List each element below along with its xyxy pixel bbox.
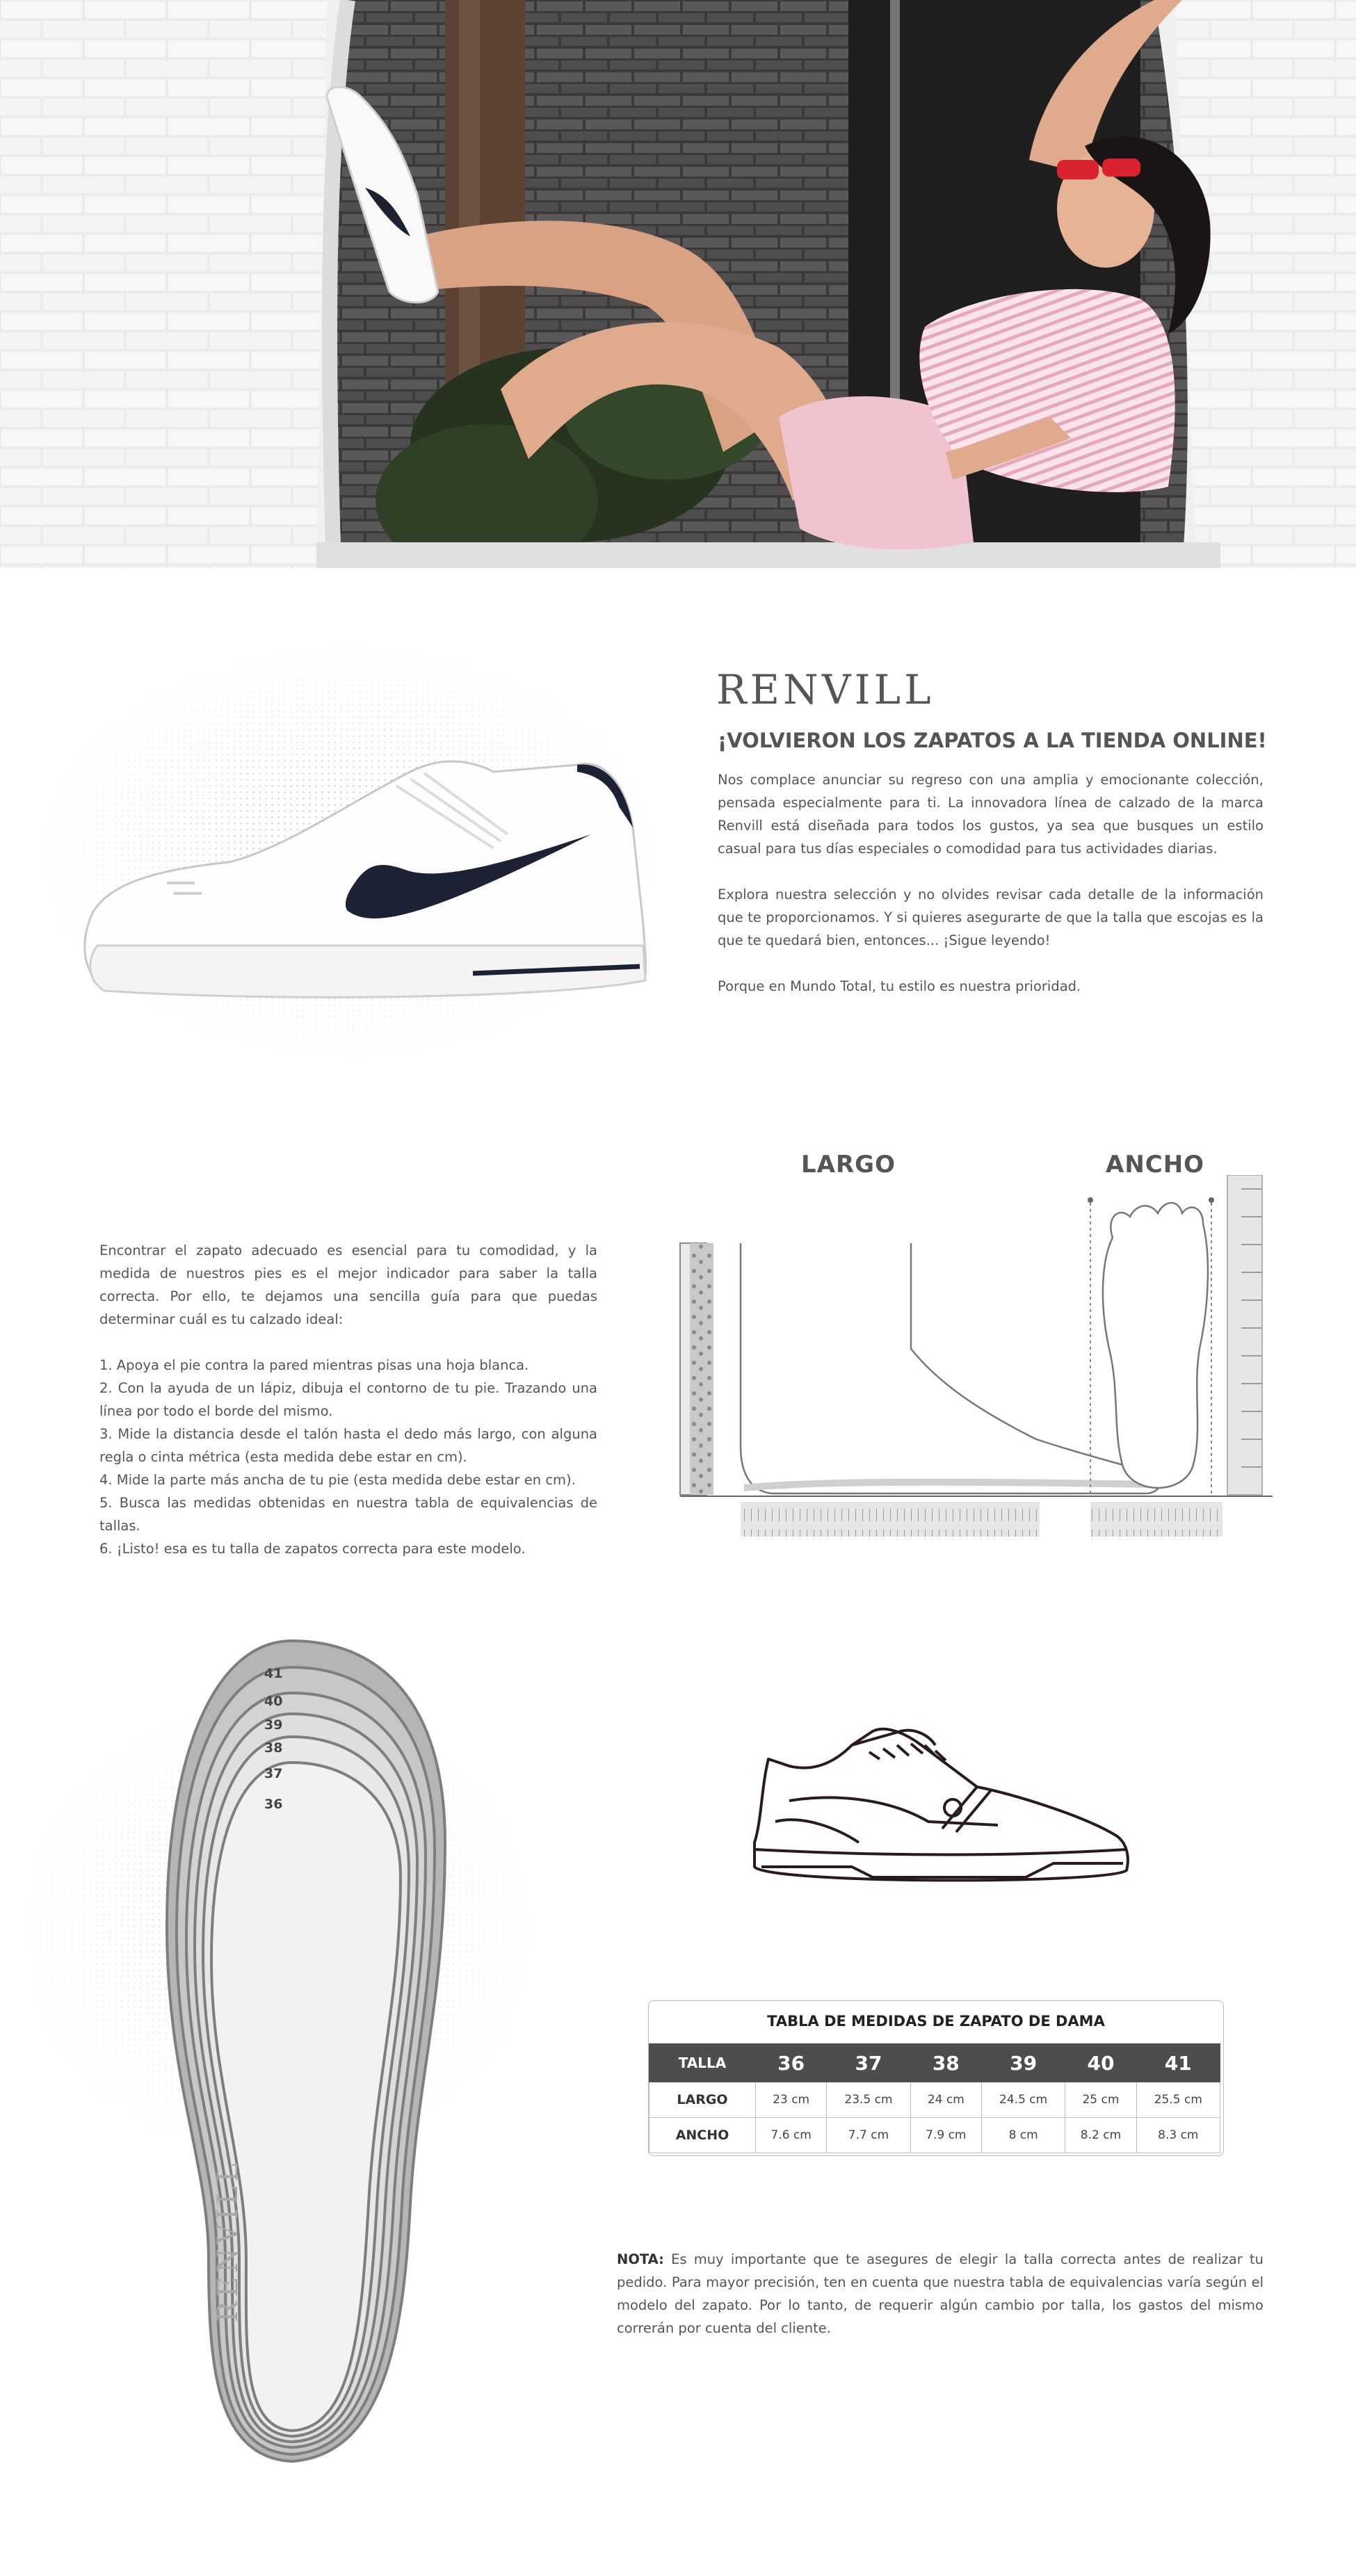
insole-size-label: 37: [264, 1766, 283, 1781]
guide-step: 4. Mide la parte más ancha de tu pie (esta medida debe estar en cm).: [99, 1472, 576, 1488]
table-cell: 23 cm: [756, 2082, 827, 2118]
insole-size-label: 36: [264, 1797, 283, 1812]
size-header-cell: 39: [981, 2044, 1065, 2082]
table-row: [649, 2082, 1220, 2118]
foot-measure-diagram: [675, 1175, 1273, 1550]
intro-text: [718, 768, 1264, 1021]
intro-paragraph: Porque en Mundo Total, tu estilo es nuestra prioridad.: [718, 978, 1081, 994]
row-label: ANCHO: [649, 2118, 756, 2153]
largo-label: LARGO: [801, 1151, 896, 1178]
size-table-card: [648, 2000, 1224, 2156]
size-header-cell: 41: [1136, 2044, 1220, 2082]
row-label: LARGO: [649, 2082, 756, 2118]
table-cell: 8.3 cm: [1136, 2118, 1220, 2153]
guide-step: 5. Busca las medidas obtenidas en nuestra tabla de equivalencias de tallas.: [99, 1495, 597, 1534]
insole-brand-mark: RENVILL: [212, 2159, 244, 2322]
insole-size-label: 41: [264, 1666, 283, 1681]
size-table: [649, 2043, 1220, 2153]
table-cell: 23.5 cm: [827, 2082, 910, 2118]
insole-size-label: 39: [264, 1717, 283, 1733]
guide-step: 2. Con la ayuda de un lápiz, dibuja el contorno de tu pie. Trazando una línea por todo el borde del mismo.: [99, 1380, 597, 1419]
sneaker-product-image: [76, 744, 647, 1015]
brand-logo: RENVILL: [716, 666, 935, 713]
talla-header: TALLA: [649, 2044, 756, 2082]
guide-intro: Encontrar el zapato adecuado es esencial para tu comodidad, y la medida de nuestros pies es el mejor indicador para saber la talla correcta. Por ello, te dejamos una sencilla guía para que puedas determinar cuál es tu calzado ideal:: [99, 1242, 597, 1327]
ancho-label: ANCHO: [1106, 1151, 1205, 1178]
guide-step: 3. Mide la distancia desde el talón hasta el dedo más largo, con alguna regla o cinta métrica (esta medida debe estar en cm).: [99, 1426, 597, 1465]
table-row: [649, 2118, 1220, 2153]
guide-step: 6. ¡Listo! esa es tu talla de zapatos correcta para este modelo.: [99, 1541, 526, 1557]
table-cell: 8 cm: [981, 2118, 1065, 2153]
note-body: Es muy importante que te asegures de elegir la talla correcta antes de realizar tu pedido. Para mayor precisión, ten en cuenta que nuestra tabla de equivalencias varía según el modelo del zapato. Por lo tanto, de requerir algún cambio por talla, los gastos del mismo correrán por cuenta del cliente.: [617, 2251, 1264, 2336]
intro-paragraph: Explora nuestra selección y no olvides revisar cada detalle de la información que te proporcionamos. Y si quieres asegurarte de que la talla que escojas es la que te quedará bien, entonces... ¡Sigue leyendo!: [718, 886, 1264, 948]
table-cell: 8.2 cm: [1065, 2118, 1136, 2153]
sneaker-line-drawing: [748, 1717, 1137, 1891]
guide-step: 1. Apoya el pie contra la pared mientras pisas una hoja blanca.: [99, 1357, 529, 1373]
table-cell: 7.9 cm: [910, 2118, 981, 2153]
table-cell: 7.6 cm: [756, 2118, 827, 2153]
insole-size-label: 40: [264, 1694, 283, 1709]
size-header-cell: 37: [827, 2044, 910, 2082]
intro-paragraph: Nos complace anunciar su regreso con una amplia y emocionante colección, pensada especialmente para ti. La innovadora línea de calzado de la marca Renvill está diseñada para todos los gustos, ya sea que busques un estilo casual para tus días especiales o comodidad para tus actividades diarias.: [718, 772, 1264, 857]
size-header-cell: 38: [910, 2044, 981, 2082]
size-table-header-row: [649, 2044, 1220, 2082]
insole-size-label: 38: [264, 1740, 283, 1756]
note-label: NOTA:: [617, 2251, 664, 2267]
headline: ¡VOLVIERON LOS ZAPATOS A LA TIENDA ONLINE!: [718, 729, 1267, 752]
note-text: [617, 2248, 1264, 2340]
size-header-cell: 36: [756, 2044, 827, 2082]
size-header-cell: 40: [1065, 2044, 1136, 2082]
hero-photo: [0, 0, 1356, 568]
table-cell: 25 cm: [1065, 2082, 1136, 2118]
insole-size-diagram: [153, 1634, 459, 2468]
measure-guide-text: [99, 1239, 597, 1560]
table-cell: 24.5 cm: [981, 2082, 1065, 2118]
table-cell: 24 cm: [910, 2082, 981, 2118]
size-table-title: TABLA DE MEDIDAS DE ZAPATO DE DAMA: [767, 2013, 1105, 2030]
table-cell: 25.5 cm: [1136, 2082, 1220, 2118]
table-cell: 7.7 cm: [827, 2118, 910, 2153]
